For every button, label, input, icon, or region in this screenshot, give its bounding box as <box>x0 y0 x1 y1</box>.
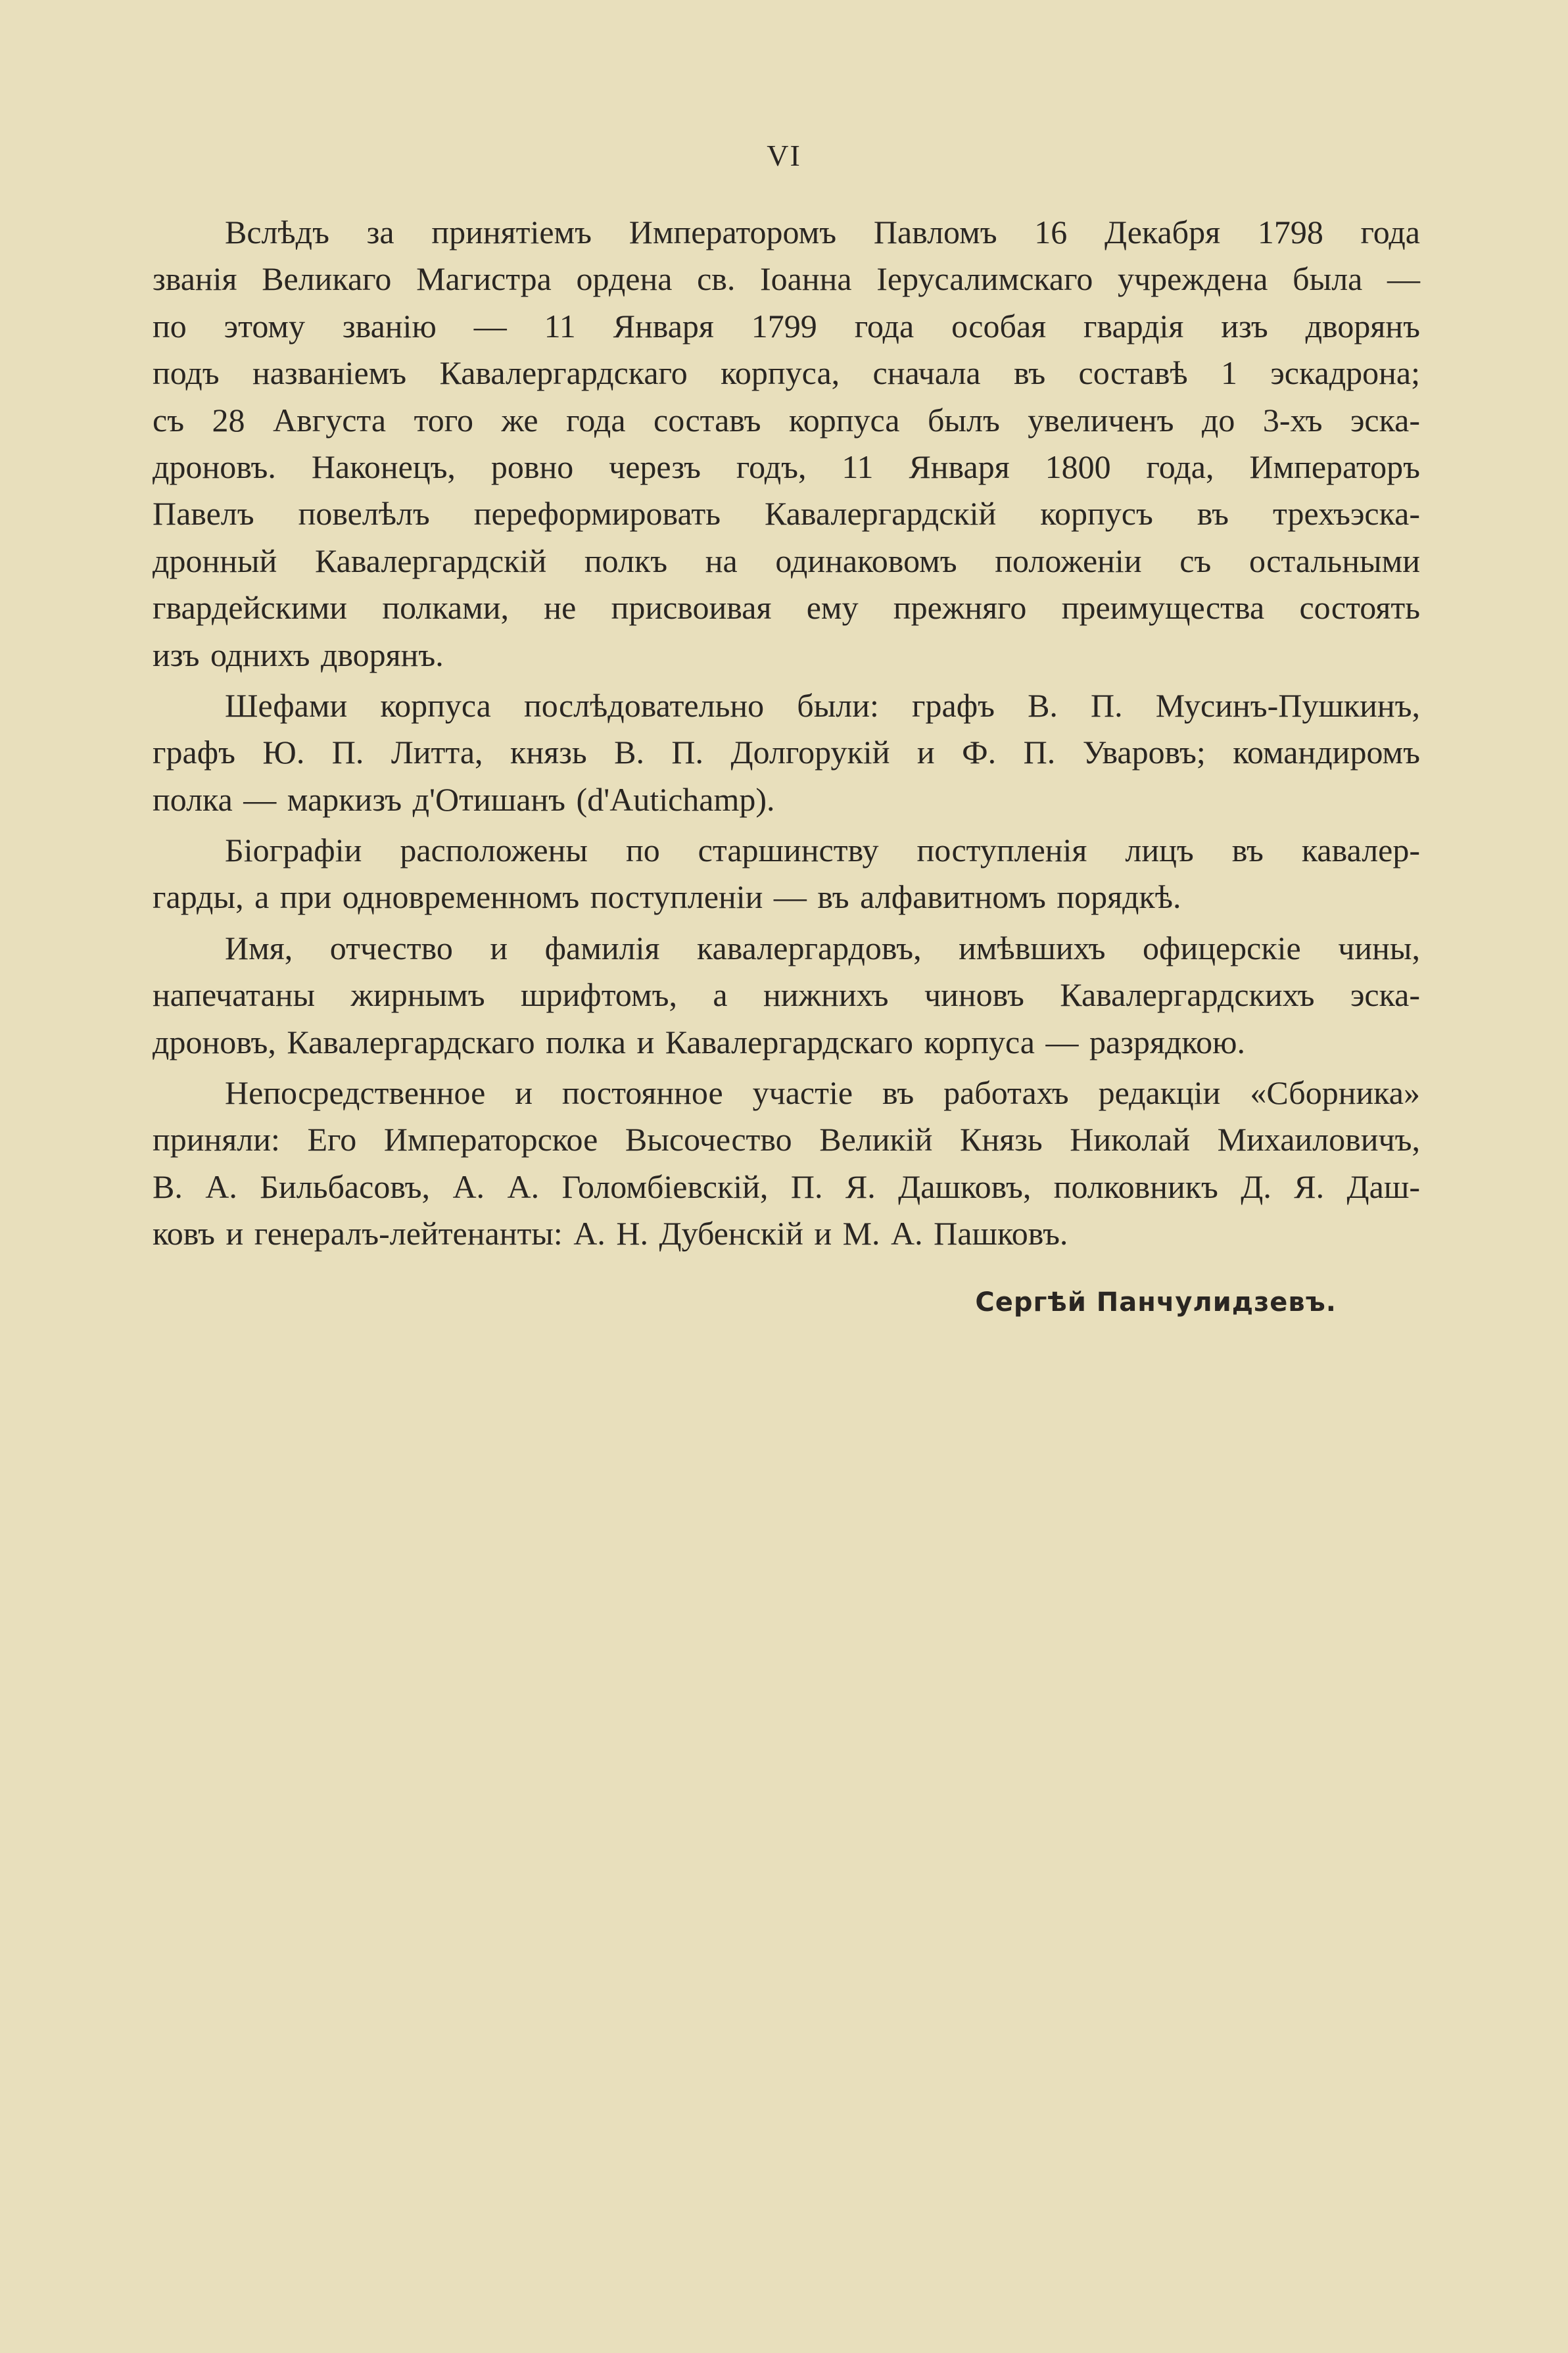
text-line: Вслѣдъ за принятіемъ Императоромъ Павломъ 16 Декабря 1798 года <box>225 214 1420 250</box>
text-line: дроновъ, Кавалергардскаго полка и Кавалергардскаго корпуса — разрядкою. <box>153 1023 1245 1060</box>
text-line: званія Великаго Магистра ордена св. Іоанна Іерусалимскаго учреждена была — <box>153 260 1420 298</box>
text-line: В. А. Бильбасовъ, А. А. Голомбіевскій, П. Я. Дашковъ, полковникъ Д. Я. Даш- <box>153 1168 1420 1205</box>
paragraph-4 <box>153 925 1420 1066</box>
text-line: Непосредственное и постоянное участіе въ работахъ редакціи «Сборника» <box>225 1074 1420 1112</box>
text-line: съ 28 Августа того же года составъ корпуса былъ увеличенъ до 3-хъ эска- <box>153 401 1420 439</box>
text-line: гарды, а при одновременномъ поступленіи — въ алфавитномъ порядкѣ. <box>153 878 1181 916</box>
author-signature: Сергѣй Панчулидзевъ. <box>975 1287 1337 1318</box>
paragraph-1 <box>153 209 1420 678</box>
text-line: приняли: Его Императорское Высочество Великій Князь Николай Михаиловичъ, <box>153 1121 1420 1158</box>
text-line: дроновъ. Наконецъ, ровно черезъ годъ, 11 Января 1800 года, Императоръ <box>153 448 1420 485</box>
paragraph-2 <box>153 682 1420 823</box>
page-number: VI <box>767 139 801 172</box>
text-line: гвардейскими полками, не присвоивая ему прежняго преимущества состоять <box>153 589 1420 627</box>
text-line: изъ однихъ дворянъ. <box>153 636 444 673</box>
text-line: Имя, отчество и фамилія кавалергардовъ, имѣвшихъ офицерскіе чины, <box>225 929 1420 966</box>
text-line: напечатаны жирнымъ шрифтомъ, а нижнихъ чиновъ Кавалергардскихъ эска- <box>153 976 1420 1014</box>
paragraph-3 <box>153 827 1420 921</box>
text-line: ковъ и генералъ-лейтенанты: А. Н. Дубенскій и М. А. Пашковъ. <box>153 1215 1068 1252</box>
text-line: полка — маркизъ д'Отишанъ (d'Autichamp). <box>153 780 775 818</box>
paragraph-5 <box>153 1070 1420 1258</box>
body-text <box>153 209 1420 1262</box>
text-line: дронный Кавалергардскій полкъ на одинаковомъ положеніи съ остальными <box>153 542 1420 579</box>
text-line: Шефами корпуса послѣдовательно были: графъ В. П. Мусинъ-Пушкинъ, <box>225 686 1420 724</box>
text-line: подъ названіемъ Кавалергардскаго корпуса, сначала въ составѣ 1 эскадрона; <box>153 354 1420 392</box>
text-line: графъ Ю. П. Литта, князь В. П. Долгорукій и Ф. П. Уваровъ; командиромъ <box>153 734 1420 771</box>
text-line: Біографіи расположены по старшинству поступленія лицъ въ кавалер- <box>225 832 1420 869</box>
text-line: по этому званію — 11 Января 1799 года особая гвардія изъ дворянъ <box>153 307 1420 345</box>
text-line: Павелъ повелѣлъ переформировать Кавалергардскій корпусъ въ трехъэска- <box>153 495 1420 533</box>
